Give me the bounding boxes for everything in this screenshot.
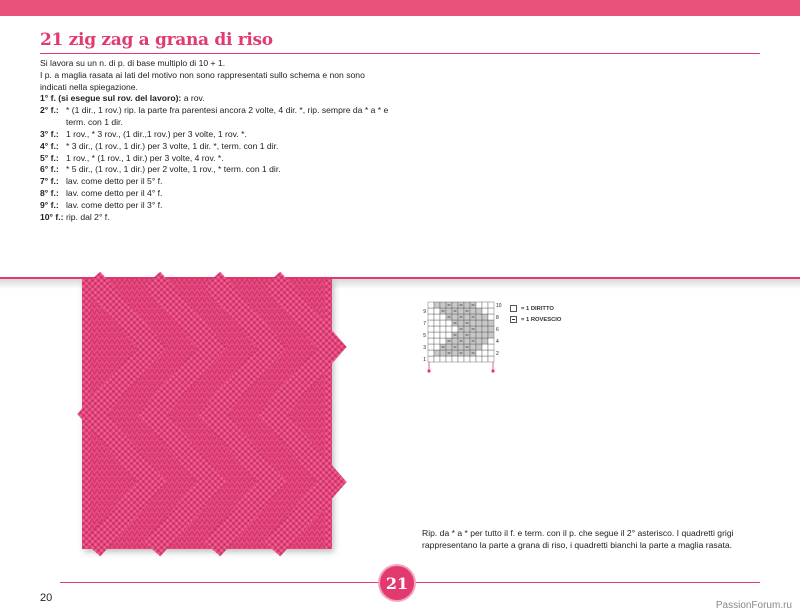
chart-cell: [440, 314, 446, 320]
row-label: 4° f.:: [40, 140, 59, 151]
row-text: * 3 dir., (1 rov., 1 dir.) per 3 volte, 1 dir. *, term. con 1 dir.: [66, 140, 279, 151]
chart-cell: [470, 308, 476, 314]
chart-cell: [464, 302, 470, 308]
title-underline: [40, 53, 760, 54]
chart-cell: [434, 314, 440, 320]
chart-cell: [452, 356, 458, 362]
chart-cell: [464, 356, 470, 362]
chart-cell: [440, 350, 446, 356]
chart-cell: [434, 332, 440, 338]
stitch-chart-svg: [418, 300, 502, 375]
chart-cell: [458, 332, 464, 338]
chart-cell: [428, 344, 434, 350]
chart-cell: [476, 308, 482, 314]
chart-cell: [428, 338, 434, 344]
row-text: rip. dal 2° f.: [66, 212, 110, 223]
chart-cell: [428, 314, 434, 320]
swatch-texture: [82, 279, 332, 549]
knitted-swatch-photo: [82, 279, 332, 549]
chart-cell: [446, 308, 452, 314]
repeat-marker-dot: [427, 369, 430, 372]
chart-cell: [476, 332, 482, 338]
chart-row-number-left: 5: [423, 333, 426, 339]
watermark: PassionForum.ru: [715, 600, 792, 611]
chart-cell: [434, 302, 440, 308]
instruction-row: [40, 200, 400, 212]
instruction-rows: [40, 93, 400, 224]
chart-row-number-left: 9: [423, 309, 426, 315]
chart-cell: [428, 308, 434, 314]
row-text: 1 rov., * 3 rov., (1 dir.,1 rov.) per 3 volte, 1 rov. *.: [66, 128, 247, 139]
chart-cell: [440, 302, 446, 308]
chart-cell: [428, 356, 434, 362]
chart-row-number-left: 1: [423, 357, 426, 363]
row-label: 1° f. (si esegue sul rov. del lavoro):: [40, 93, 182, 103]
chart-cell: [488, 302, 494, 308]
chart-cell: [482, 308, 488, 314]
chart-cell: [458, 356, 464, 362]
chart-cell: [488, 350, 494, 356]
row-label: 6° f.:: [40, 164, 59, 175]
legend-purl-label: = 1 ROVESCIO: [521, 316, 562, 323]
chart-row-number-right: 2: [496, 351, 499, 357]
chart-cell: [482, 344, 488, 350]
row-text: lav. come detto per il 4° f.: [66, 188, 163, 199]
chart-row-number-right: 10: [496, 303, 502, 309]
chart-cell: [470, 344, 476, 350]
chart-cell: [470, 320, 476, 326]
chart-cell: [464, 314, 470, 320]
instruction-row: [40, 176, 400, 188]
chart-cell: [482, 350, 488, 356]
chart-cell: [476, 320, 482, 326]
chart-cell: [428, 326, 434, 332]
chart-cell: [482, 326, 488, 332]
page-title: 21 zig zag a grana di riso: [40, 30, 273, 50]
chart-cell: [476, 350, 482, 356]
instruction-row: [40, 93, 400, 105]
chart-cell: [452, 338, 458, 344]
instruction-row: [40, 188, 400, 200]
instruction-row: [40, 105, 400, 129]
chart-cell: [434, 356, 440, 362]
instruction-row: [40, 212, 400, 224]
chart-cell: [488, 338, 494, 344]
legend-knit: [510, 303, 561, 314]
chart-cell: [458, 308, 464, 314]
row-text: * 5 dir., (1 rov., 1 dir.) per 2 volte, 1 rov., * term. con 1 dir.: [66, 164, 281, 175]
instruction-row: [40, 153, 400, 165]
row-label: 10° f.:: [40, 212, 64, 223]
chart-cell: [464, 350, 470, 356]
chart-cell: [434, 350, 440, 356]
row-text: 1 rov., * (1 rov., 1 dir.) per 3 volte, 4 rov. *.: [66, 152, 224, 163]
chart-row-number-right: 8: [496, 315, 499, 321]
chart-cell: [488, 326, 494, 332]
chart-cell: [488, 320, 494, 326]
chart-cell: [428, 350, 434, 356]
knit-square-icon: [510, 305, 517, 312]
chart-cell: [482, 320, 488, 326]
row-text: lav. come detto per il 5° f.: [66, 176, 163, 187]
chart-cell: [488, 332, 494, 338]
chart-note: Rip. da * a * per tutto il f. e term. con il p. che segue il 2° asterisco. I quadretti grigi rappresentano la parte a grana di riso, i quadretti bianchi la parte a maglia rasata.: [422, 528, 734, 550]
chart-cell: [476, 344, 482, 350]
chart-cell: [476, 326, 482, 332]
chart-cell: [446, 356, 452, 362]
row-text: a rov.: [183, 93, 205, 103]
chart-cell: [482, 314, 488, 320]
chart-cell: [434, 344, 440, 350]
pattern-number-badge: 21: [380, 566, 414, 600]
chart-cell: [452, 314, 458, 320]
chart-cell: [476, 302, 482, 308]
chart-cell: [440, 332, 446, 338]
chart-cell: [488, 344, 494, 350]
chart-cell: [476, 356, 482, 362]
row-label: 8° f.:: [40, 188, 59, 199]
intro-line-2: I p. a maglia rasata ai lati del motivo non sono rappresentati sullo schema e non sono indicati nella spiegazione.: [40, 70, 365, 92]
chart-cell: [434, 308, 440, 314]
chart-cell: [446, 332, 452, 338]
chart-cell: [440, 326, 446, 332]
chart-cell: [488, 314, 494, 320]
chart-cell: [434, 326, 440, 332]
chart-cell: [452, 302, 458, 308]
chart-cell: [476, 314, 482, 320]
chart-cell: [476, 338, 482, 344]
chart-cell: [482, 302, 488, 308]
row-text: lav. come detto per il 3° f.: [66, 200, 163, 211]
chart-cell: [428, 332, 434, 338]
chart-row-number-right: 6: [496, 327, 499, 333]
chart-cell: [464, 338, 470, 344]
intro-line-1: Si lavora su un n. di p. di base multiplo di 10 + 1.: [40, 58, 226, 68]
chart-cell: [488, 356, 494, 362]
chart-cell: [464, 326, 470, 332]
page-number: 20: [40, 592, 53, 604]
legend-purl: [510, 314, 561, 325]
chart-cell: [434, 320, 440, 326]
chart-cell: [446, 320, 452, 326]
chart-cell: [482, 356, 488, 362]
instruction-row: [40, 164, 400, 176]
chart-cell: [440, 320, 446, 326]
intro-text: [40, 57, 390, 93]
stitch-chart: [418, 300, 502, 380]
chart-cell: [440, 356, 446, 362]
chart-cell: [482, 332, 488, 338]
chart-cell: [470, 356, 476, 362]
chart-row-number-right: 4: [496, 339, 499, 345]
instruction-row: [40, 129, 400, 141]
chart-cell: [488, 308, 494, 314]
chart-cell: [434, 338, 440, 344]
chart-cell: [440, 338, 446, 344]
chart-cell: [428, 302, 434, 308]
chart-cell: [482, 338, 488, 344]
chart-cell: [458, 320, 464, 326]
chart-legend: [510, 303, 561, 325]
row-text: * (1 dir., 1 rov.) rip. la parte fra parentesi ancora 2 volte, 4 dir. *, rip. sempre da * a * e term. con 1 dir.: [66, 104, 389, 127]
chart-cell: [428, 320, 434, 326]
chart-cell: [470, 332, 476, 338]
row-label: 3° f.:: [40, 128, 59, 139]
row-label: 2° f.:: [40, 104, 59, 115]
chart-cell: [452, 326, 458, 332]
chart-cell: [452, 350, 458, 356]
top-color-bar: [0, 0, 800, 16]
repeat-marker-dot: [491, 369, 494, 372]
instruction-row: [40, 141, 400, 153]
chart-cell: [446, 326, 452, 332]
chart-cell: [446, 344, 452, 350]
purl-square-icon: [510, 316, 517, 323]
row-label: 5° f.:: [40, 152, 59, 163]
row-label: 9° f.:: [40, 200, 59, 211]
row-label: 7° f.:: [40, 176, 59, 187]
chart-row-number-left: 3: [423, 345, 426, 351]
chart-cell: [458, 344, 464, 350]
chart-row-number-left: 7: [423, 321, 426, 327]
legend-knit-label: = 1 DIRITTO: [521, 305, 554, 312]
